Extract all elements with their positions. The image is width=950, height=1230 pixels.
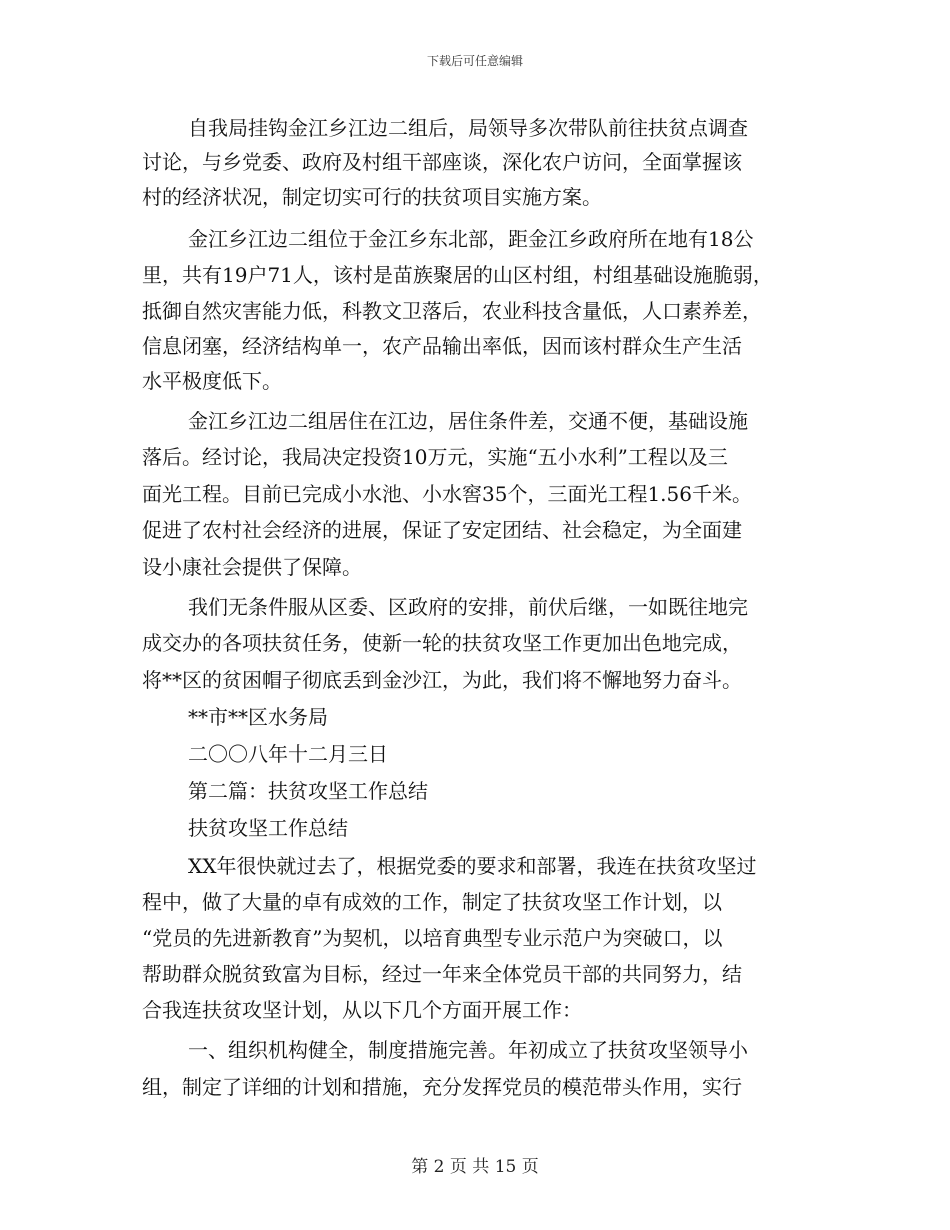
section-subtitle: 扶贫攻坚工作总结 [188, 816, 348, 840]
body-line: 水平极度低下。 [142, 369, 282, 393]
body-line: 面光工程。目前已完成小水池、小水窖35个，三面光工程1.56千米。 [142, 482, 752, 506]
body-line: 金江乡江边二组位于金江乡东北部，距金江乡政府所在地有18公 [188, 227, 754, 251]
body-line: 将**区的贫困帽子彻底丢到金沙江，为此，我们将不懈地努力奋斗。 [142, 668, 742, 692]
body-line: 我们无条件服从区委、区政府的安排，前伏后继，一如既往地完 [188, 595, 748, 619]
body-line: 促进了农村社会经济的进展，保证了安定团结、社会稳定，为全面建 [142, 518, 742, 542]
page-footer: 第 2 页 共 15 页 [411, 1157, 539, 1177]
body-line: 成交办的各项扶贫任务，使新一轮的扶贫攻坚工作更加出色地完成， [142, 631, 742, 655]
signature-date: 二〇〇八年十二月三日 [188, 742, 388, 766]
body-line: 村的经济状况，制定切实可行的扶贫项目实施方案。 [142, 185, 602, 209]
body-line: 抵御自然灾害能力低，科教文卫落后，农业科技含量低，人口素养差， [142, 299, 762, 323]
body-line: “党员的先进新教育”为契机，以培育典型专业示范户为突破口，以 [142, 926, 723, 950]
body-line: 帮助群众脱贫致富为目标，经过一年来全体党员干部的共同努力，结 [142, 962, 742, 986]
body-line: XX年很快就过去了，根据党委的要求和部署，我连在扶贫攻坚过 [188, 854, 757, 878]
page-header: 下载后可任意编辑 [426, 54, 523, 68]
body-line: 自我局挂钩金江乡江边二组后，局领导多次带队前往扶贫点调查 [188, 116, 748, 140]
body-line: 讨论，与乡党委、政府及村组干部座谈，深化农户访问，全面掌握该 [142, 150, 742, 174]
body-line: 信息闭塞，经济结构单一，农产品输出率低，因而该村群众生产生活 [142, 334, 742, 358]
body-line: 里，共有19户71人，该村是苗族聚居的山区村组，村组基础设施脆弱， [142, 263, 773, 287]
body-line: 金江乡江边二组居住在江边，居住条件差，交通不便，基础设施 [188, 409, 748, 433]
body-line: 程中，做了大量的卓有成效的工作，制定了扶贫攻坚工作计划，以 [142, 890, 722, 914]
section-title: 第二篇：扶贫攻坚工作总结 [188, 779, 428, 803]
signature-org: **市**区水务局 [188, 705, 328, 729]
body-line: 组，制定了详细的计划和措施，充分发挥党员的模范带头作用，实行 [142, 1075, 742, 1099]
body-line: 一、组织机构健全，制度措施完善。年初成立了扶贫攻坚领导小 [188, 1038, 748, 1062]
body-line: 合我连扶贫攻坚计划，从以下几个方面开展工作： [142, 998, 582, 1022]
body-line: 设小康社会提供了保障。 [142, 555, 362, 579]
body-line: 落后。经讨论，我局决定投资10万元，实施“五小水利”工程以及三 [142, 445, 728, 469]
